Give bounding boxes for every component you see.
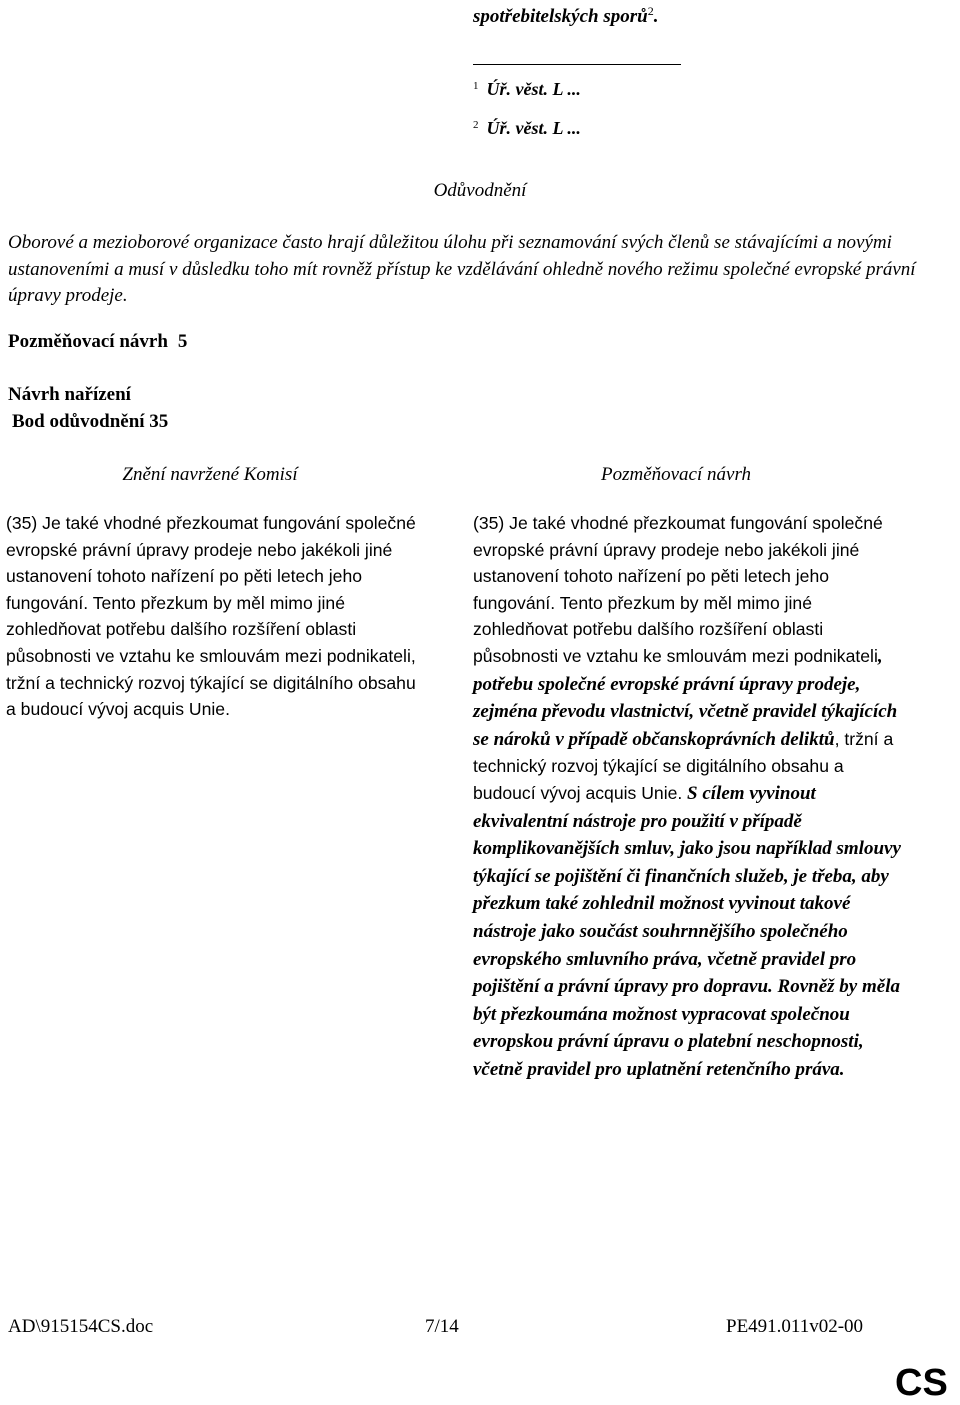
footnote-number: 2 xyxy=(473,119,479,131)
continued-text-body: spotřebitelských sporů xyxy=(473,6,648,27)
footnote-text: Úř. věst. L ... xyxy=(486,79,581,99)
justification-heading: Odůvodnění xyxy=(433,180,527,201)
amendment-number: 5 xyxy=(177,331,188,352)
amendment-text-unchanged: (35) Je také vhodné přezkoumat fungování společné evropské právní úpravy prodeje nebo jakékoli jiné ustanovení tohoto nařízení po pěti letech jeho fungování. Tento přezkum by měl mimo jiné zohledňovat potřebu dalšího rozšíření oblasti působnosti ve vztahu ke smlouvám mezi podnikateli xyxy=(473,513,883,666)
amendment-text-insertion: , potřebu společné evropské právní úpravy prodeje, zejména převodu vlastnictví, včetně pravidel týkajících se nároků v případě občanskoprávních deliktů xyxy=(473,645,898,750)
footer-doc-reference: AD\915154CS.doc xyxy=(8,1316,154,1337)
justification-text: Oborové a mezioborové organizace často hrají důležitou úlohu při seznamování svých členů se stávajícími a novými ustanoveními a musí v důsledku toho mít rovněž přístup ke vzdělávání ohledně nového režimu společné evropské právní úpravy prodeje. xyxy=(8,232,916,306)
footnote-1 xyxy=(473,79,581,100)
amendment-label: Pozměňovací návrh xyxy=(8,331,168,352)
footnote-reference: 2 xyxy=(647,4,654,18)
commission-text-heading: Znění navržené Komisí xyxy=(122,464,298,485)
commission-text: (35) Je také vhodné přezkoumat fungování společné evropské právní úpravy prodeje nebo jakékoli jiné ustanovení tohoto nařízení po pěti letech jeho fungování. Tento přezkum by měl mimo jiné zohledňovat potřebu dalšího rozšíření oblasti působnosti ve vztahu ke smlouvám mezi podnikateli, tržní a technický rozvoj týkající se digitálního obsahu a budoucí vývoj acquis Unie. xyxy=(6,513,416,720)
language-code: CS xyxy=(895,1362,948,1404)
footnote-number: 1 xyxy=(473,80,479,92)
amendment-text xyxy=(473,510,903,1083)
amendment-text-heading: Pozměňovací návrh xyxy=(600,464,752,485)
footer-page-number: 7/14 xyxy=(425,1316,459,1337)
amendment-title xyxy=(8,331,187,353)
proposal-title: Návrh nařízení xyxy=(8,384,131,405)
recital-reference: Bod odůvodnění 35 xyxy=(12,411,169,432)
continued-text-period: . xyxy=(653,6,659,27)
amendment-text-insertion: S cílem vyvinout ekvivalentní nástroje pro použití v případě komplikovanějších smluv, jako jsou například smlouvy týkající se pojištění či finančních služeb, je třeba, aby přezkum také zohlednil možnost vyvinout takové nástroje jako součást souhrnnějšího společného evropského smluvního práva, včetně pravidel pro pojištění a právní úpravy pro dopravu. Rovněž by měla být přezkoumána možnost vypracovat společnou evropskou právní úpravu o platební neschopnosti, včetně pravidel pro uplatnění retenčního práva. xyxy=(473,782,901,1080)
footnote-separator xyxy=(473,64,681,65)
footnote-2 xyxy=(473,118,581,139)
footer-pe-reference: PE491.011v02-00 xyxy=(726,1316,864,1337)
amendment-text-unchanged: , tržní a technický rozvoj týkající se digitálního obsahu a budoucí vývoj acquis Unie. xyxy=(473,728,894,803)
footnote-text: Úř. věst. L ... xyxy=(486,118,581,138)
continued-text xyxy=(473,4,658,28)
